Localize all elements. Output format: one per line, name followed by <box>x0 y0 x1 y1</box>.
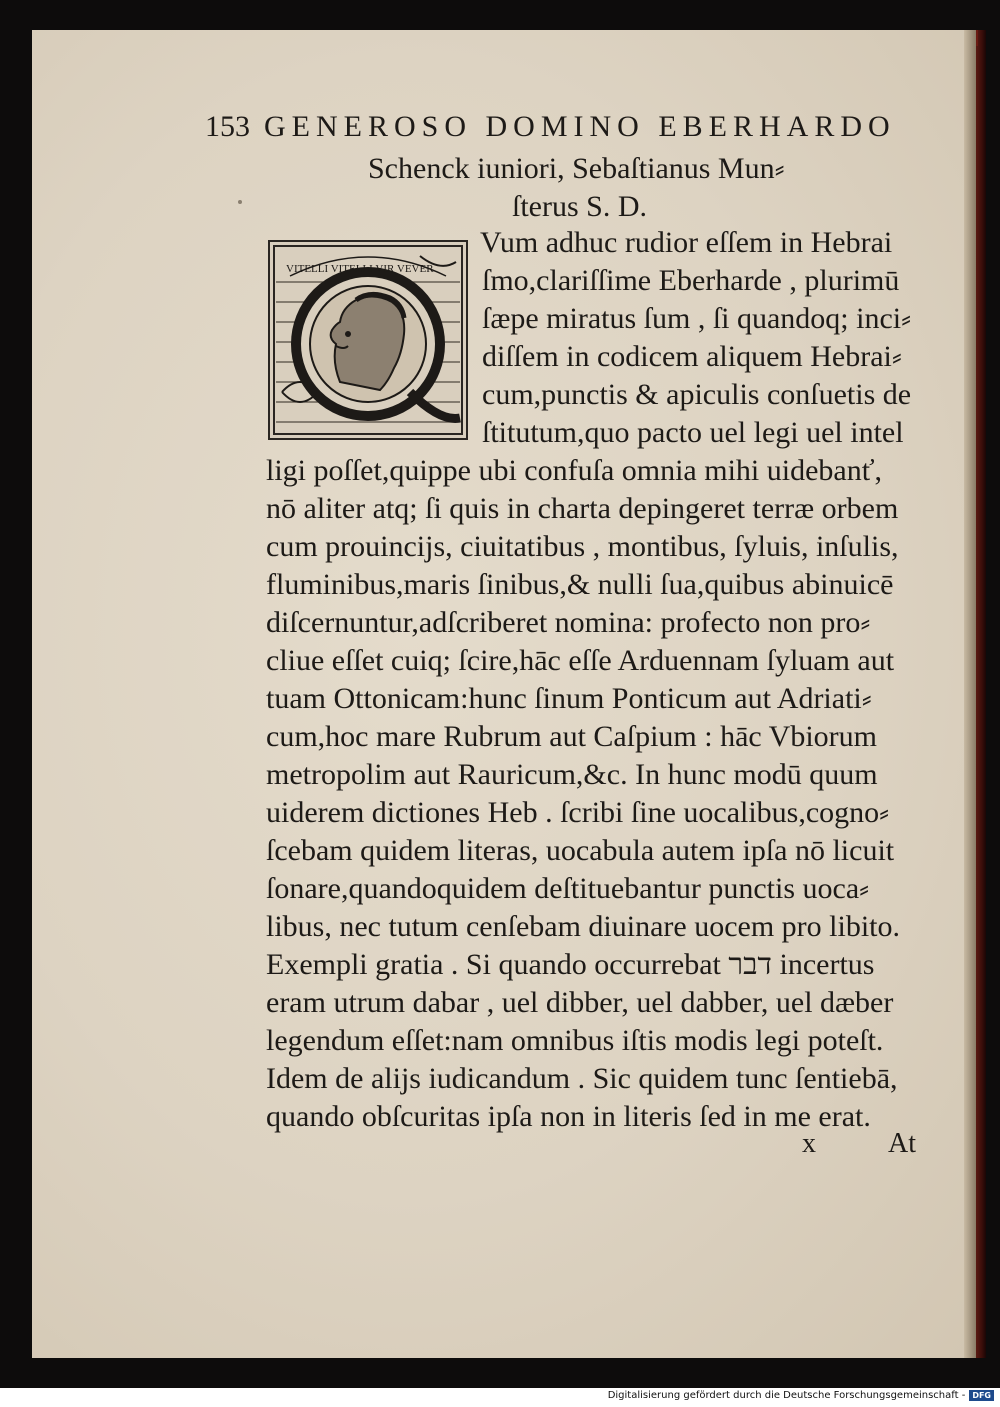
body-line: Idem de alijs iudicandum . Sic quidem tunc ſentiebā, <box>266 1062 898 1095</box>
body-line: metropolim aut Rauricum,&c. In hunc modū quum <box>266 758 878 791</box>
body-line: libus, nec tutum cenſebam diuinare uocem pro libito. <box>266 910 900 943</box>
ink-speck <box>238 200 242 204</box>
body-line: ligi poſſet,quippe ubi confuſa omnia mihi uidebanť, <box>266 454 883 487</box>
folio-number: 153 <box>205 110 250 143</box>
body-line: Vum adhuc rudior eſſem in Hebrai <box>480 226 893 259</box>
body-line: quando obſcuritas ipſa non in literis ſed in me erat. <box>266 1100 871 1133</box>
book-cover-edge <box>976 30 986 1358</box>
initial-portrait-woodcut <box>270 242 466 438</box>
body-line: cliue eſſet cuiq; ſcire,hāc eſſe Arduennam ſyluam aut <box>266 644 895 677</box>
body-line: uiderem dictiones Heb . ſcribi ſine uocalibus,cogno⸗ <box>266 796 890 829</box>
body-line: ſmo,clariſſime Eberharde , plurimū <box>482 264 900 297</box>
body-line: eram utrum dabar , uel dibber, uel dabber, uel dæber <box>266 986 894 1019</box>
body-line: diſſem in codicem aliquem Hebrai⸗ <box>482 340 902 373</box>
body-line: fluminibus,maris ſinibus,& nulli ſua,quibus abinuicē <box>266 568 894 601</box>
body-line: ſcebam quidem literas, uocabula autem ipſa nō licuit <box>266 834 895 867</box>
body-line: diſcernuntur,adſcriberet nomina: profecto non pro⸗ <box>266 606 871 639</box>
running-header <box>205 110 935 144</box>
signature-mark: x <box>802 1128 816 1159</box>
body-line: legendum eſſet:nam omnibus iſtis modis legi poteſt. <box>266 1024 884 1057</box>
body-line: ſtitutum,quo pacto uel legi uel intel <box>482 416 904 449</box>
initial-inscription: VITELLI VITELLI VIR VEVER <box>286 263 434 275</box>
body-line: cum,punctis & apiculis conſuetis de <box>482 378 912 411</box>
decorated-initial-q <box>268 240 468 440</box>
subheading-line-2: ſterus S. D. <box>512 190 647 223</box>
body-line: ſonare,quandoquidem deſtituebantur punctis uoca⸗ <box>266 872 870 905</box>
page-edge-shadow <box>964 30 976 1358</box>
body-line: Exempli gratia . Si quando occurrebat דבר incertus <box>266 948 875 981</box>
body-line: cum,hoc mare Rubrum aut Caſpium : hāc Vbiorum <box>266 720 877 753</box>
subheading-line-1: Schenck iuniori, Sebaſtianus Mun⸗ <box>368 152 785 185</box>
digitization-credit <box>608 1390 994 1401</box>
body-line: cum prouincijs, ciuitatibus , montibus, ſyluis, inſulis, <box>266 530 899 563</box>
footer-text: Digitalisierung gefördert durch die Deutsche Forschungsgemeinschaft - <box>607 1390 966 1401</box>
body-line: ſæpe miratus ſum , ſi quandoq; inci⸗ <box>482 302 912 335</box>
dfg-logo: DFG <box>969 1390 994 1401</box>
header-title: GENEROSO DOMINO EBERHARDO <box>264 110 896 143</box>
catchword: At <box>888 1128 916 1159</box>
body-line: nō aliter atq; ſi quis in charta depingeret terræ orbem <box>266 492 899 525</box>
body-line: tuam Ottonicam:hunc ſinum Ponticum aut Adriati⸗ <box>266 682 872 715</box>
